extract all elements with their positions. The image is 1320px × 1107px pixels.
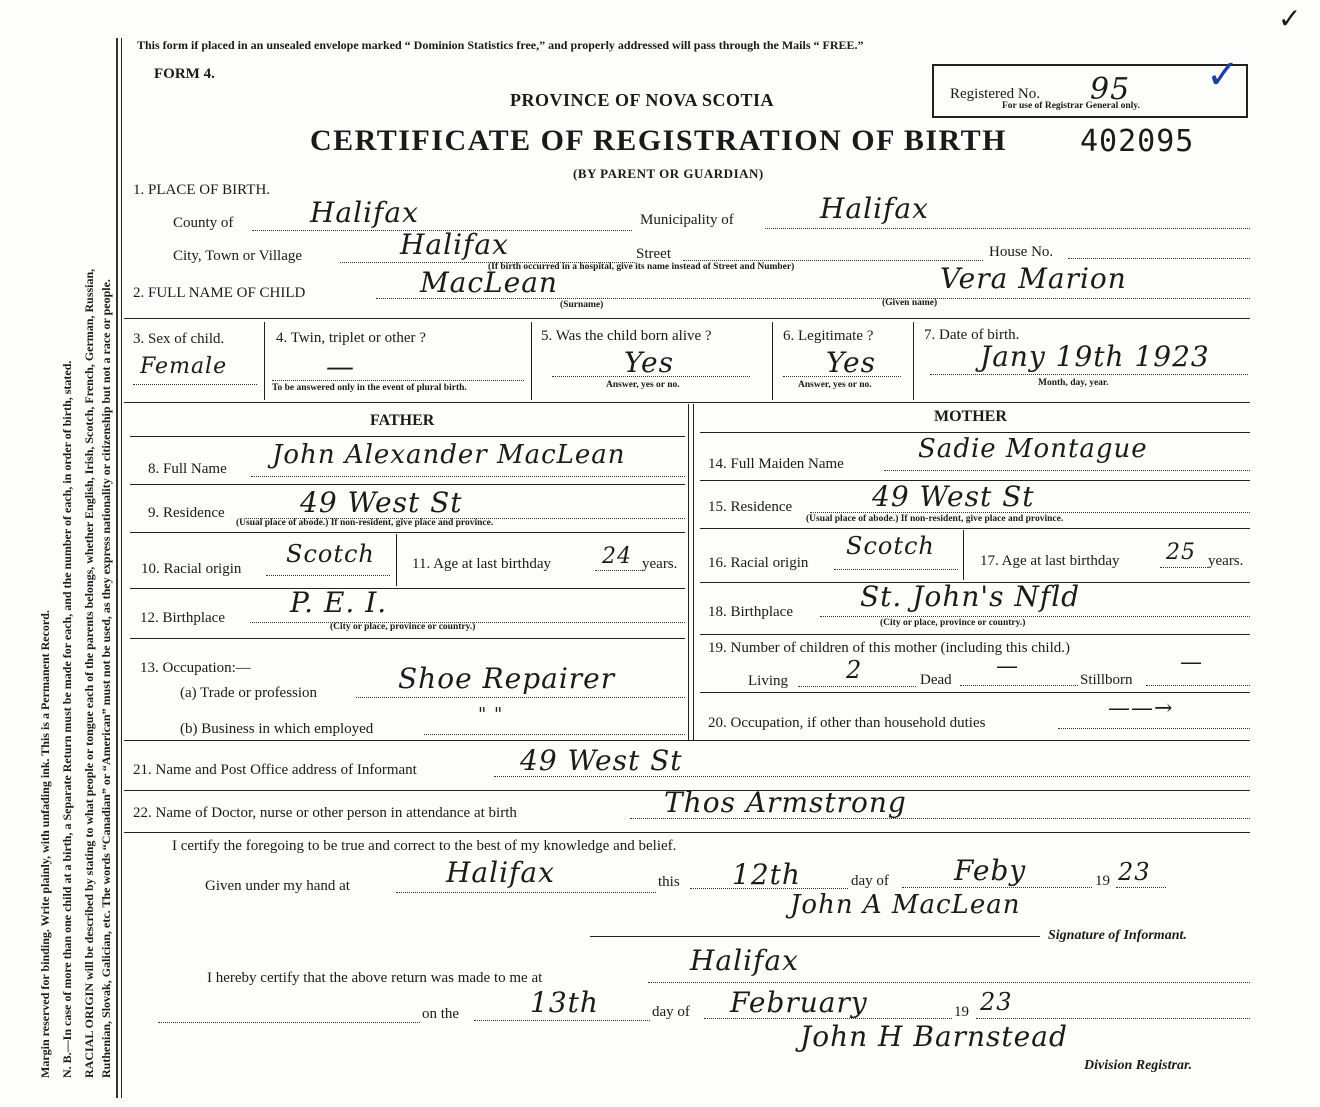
municipality-label: Municipality of	[640, 212, 734, 228]
given-day-of-label: day of	[851, 873, 889, 889]
subtitle: (BY PARENT OR GUARDIAN)	[573, 166, 764, 181]
mother-race-label: 16. Racial origin	[708, 555, 809, 571]
father-trade-value: Shoe Repairer	[398, 662, 616, 695]
county-label: County of	[173, 215, 234, 231]
birth-date-note: Month, day, year.	[1038, 378, 1109, 388]
father-heading: FATHER	[370, 412, 435, 429]
this-label: this	[658, 874, 680, 890]
margin-rule-inner	[121, 38, 122, 1098]
dead-label: Dead	[920, 672, 952, 688]
informant-signature-label: Signature of Informant.	[1048, 928, 1187, 943]
mother-name-value: Sadie Montague	[918, 434, 1148, 464]
certify-statement: I certify the foregoing to be true and correct to the best of my knowledge and belief.	[172, 838, 677, 854]
registered-day-value: 13th	[530, 986, 599, 1019]
registered-on-label: on the	[422, 1006, 460, 1022]
born-alive-note: Answer, yes or no.	[606, 380, 680, 390]
certificate-title: CERTIFICATE OF REGISTRATION OF BIRTH	[310, 124, 1007, 157]
mother-age-value: 25	[1166, 540, 1196, 565]
father-age-years: years.	[642, 556, 678, 572]
father-name-value: John Alexander MacLean	[272, 440, 626, 470]
father-trade-label: (a) Trade or profession	[180, 685, 318, 701]
surname-note: (Surname)	[560, 300, 604, 310]
corner-check-mark: ✓	[1278, 4, 1302, 35]
attendant-value: Thos Armstrong	[664, 786, 907, 819]
check-mark: ✓	[1206, 52, 1241, 98]
city-label: City, Town or Village	[173, 248, 303, 264]
father-birthplace-label: 12. Birthplace	[140, 610, 225, 626]
given-under-hand-label: Given under my hand at	[205, 878, 350, 894]
province-heading: PROVINCE OF NOVA SCOTIA	[510, 90, 775, 110]
margin-note-4: Ruthenian, Slovak, Galician, etc. The words “Canadian” or “American” must not be used, as they express nationality or citizenship but not a race or people.	[99, 279, 113, 1078]
child-given-name: Vera Marion	[940, 262, 1127, 295]
father-residence-note: (Usual place of abode.) If non-resident, give place and province.	[236, 518, 494, 528]
mother-occupation-label: 20. Occupation, if other than household duties	[708, 715, 986, 731]
legitimate-label: 6. Legitimate ?	[783, 328, 874, 344]
legitimate-value: Yes	[826, 346, 876, 379]
mother-birthplace-label: 18. Birthplace	[708, 604, 793, 620]
informant-signature: John A MacLean	[790, 890, 1021, 920]
father-business-label: (b) Business in which employed	[180, 721, 374, 737]
county-value: Halifax	[310, 196, 419, 229]
mother-heading: MOTHER	[934, 408, 1007, 425]
hospital-note: (If birth occurred in a hospital, give its name instead of Street and Number)	[488, 262, 795, 272]
born-alive-value: Yes	[624, 346, 674, 379]
father-name-label: 8. Full Name	[148, 461, 227, 477]
mother-residence-label: 15. Residence	[708, 499, 793, 515]
twin-value: —	[326, 350, 355, 383]
mother-age-years: years.	[1208, 553, 1244, 569]
father-business-value: " "	[478, 704, 504, 725]
father-race-value: Scotch	[286, 540, 375, 568]
living-value: 2	[846, 656, 863, 684]
house-number-label: House No.	[989, 244, 1054, 260]
municipality-value: Halifax	[820, 192, 929, 225]
twin-label: 4. Twin, triplet or other ?	[276, 330, 426, 346]
registrar-general-note: For use of Registrar General only.	[1002, 101, 1140, 111]
form-number: FORM 4.	[154, 66, 215, 82]
registered-number-value: 95	[1090, 72, 1131, 107]
birth-date-label: 7. Date of birth.	[924, 327, 1020, 343]
given-day-value: 12th	[732, 858, 801, 891]
street-label: Street	[636, 246, 671, 262]
registered-year-prefix: 19	[954, 1004, 969, 1020]
mother-residence-note: (Usual place of abode.) If non-resident, give place and province.	[806, 514, 1064, 524]
children-count-label: 19. Number of children of this mother (including this child.)	[708, 640, 1071, 656]
mother-occupation-value: ——→	[1108, 696, 1174, 721]
registered-number-box	[932, 52, 1248, 118]
binding-margin	[0, 0, 120, 1107]
informant-label: 21. Name and Post Office address of Informant	[133, 762, 417, 778]
registrar-statement: I hereby certify that the above return was made to me at	[207, 970, 543, 986]
mother-birthplace-note: (City or place, province or country.)	[880, 618, 1026, 628]
father-birthplace-note: (City or place, province or country.)	[330, 622, 476, 632]
mother-age-label: 17. Age at last birthday	[980, 553, 1120, 569]
registered-month-value: February	[730, 986, 868, 1019]
mother-race-value: Scotch	[846, 532, 935, 560]
father-residence-label: 9. Residence	[148, 505, 225, 521]
birth-date-value: Jany 19th 1923	[980, 340, 1210, 373]
legitimate-note: Answer, yes or no.	[798, 380, 872, 390]
stillborn-value: —	[1180, 650, 1203, 675]
registered-year-suffix: 23	[980, 988, 1013, 1016]
father-age-label: 11. Age at last birthday	[412, 556, 551, 572]
registered-number-label: Registered No.	[950, 86, 1040, 102]
mother-name-label: 14. Full Maiden Name	[708, 456, 844, 472]
given-place-value: Halifax	[446, 856, 555, 889]
mother-residence-value: 49 West St	[872, 480, 1035, 513]
given-month-value: Feby	[954, 854, 1027, 887]
mother-birthplace-value: St. John's Nfld	[860, 580, 1081, 613]
born-alive-label: 5. Was the child born alive ?	[541, 328, 712, 344]
city-value: Halifax	[400, 228, 509, 261]
registered-day-of-label: day of	[652, 1004, 690, 1020]
father-birthplace-value: P. E. I.	[290, 586, 388, 619]
given-year-suffix: 23	[1118, 858, 1151, 886]
dead-value: —	[996, 654, 1019, 679]
child-surname: MacLean	[420, 266, 558, 299]
sex-label: 3. Sex of child.	[133, 331, 225, 347]
margin-note-2: N. B.—In case of more than one child at a birth, a Separate Return must be made for each, and the number of each, in order of birth, stated.	[60, 360, 74, 1078]
father-race-label: 10. Racial origin	[141, 561, 242, 577]
father-age-value: 24	[602, 544, 632, 569]
place-of-birth-label: 1. PLACE OF BIRTH.	[133, 182, 271, 198]
informant-value: 49 West St	[520, 744, 683, 777]
attendant-label: 22. Name of Doctor, nurse or other person in attendance at birth	[133, 805, 517, 821]
margin-rule	[116, 38, 118, 1098]
twin-note: To be answered only in the event of plural birth.	[272, 383, 467, 393]
registrar-signature: John H Barnstead	[800, 1020, 1068, 1053]
given-name-note: (Given name)	[882, 298, 938, 308]
registrar-signature-label: Division Registrar.	[1084, 1058, 1193, 1073]
child-name-label: 2. FULL NAME OF CHILD	[133, 285, 306, 301]
mail-note: This form if placed in an unsealed envelope marked “ Dominion Statistics free,” and properly addressed will pass through the Mails “ FREE.”	[137, 38, 864, 52]
sex-value: Female	[140, 354, 228, 379]
given-year-prefix: 19	[1095, 873, 1110, 889]
father-occupation-label: 13. Occupation:—	[140, 660, 251, 676]
margin-note-3: RACIAL ORIGIN will be described by stating to what people or tongue each of the parents belongs, whether English, Irish, Scotch, French, German, Russian,	[82, 268, 96, 1078]
certificate-number: 402095	[1080, 124, 1195, 159]
living-label: Living	[748, 673, 788, 689]
father-residence-value: 49 West St	[300, 486, 463, 519]
registrar-place-value: Halifax	[690, 944, 799, 977]
stillborn-label: Stillborn	[1080, 672, 1133, 688]
margin-note-1: Margin reserved for binding. Write plainly, with unfading ink. This is a Permanent Record.	[38, 610, 52, 1078]
